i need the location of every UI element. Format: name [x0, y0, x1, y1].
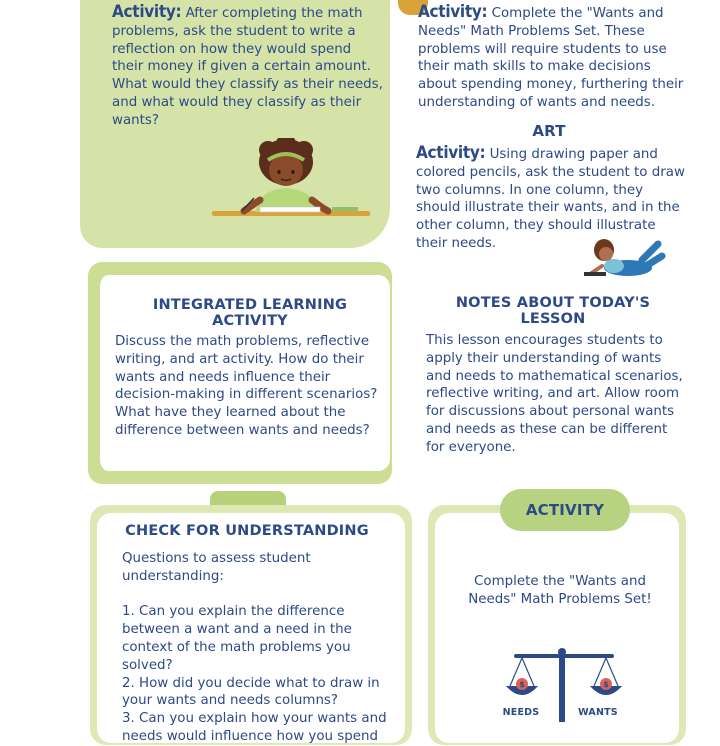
math-problems-activity [418, 4, 688, 112]
scale-wants-label: WANTS [578, 707, 618, 718]
scale-symbol-right: $ [603, 680, 609, 689]
activity-pill [500, 489, 630, 531]
check-question-2: 2. How did you decide what to draw in your wants and needs columns? [122, 675, 380, 709]
check-heading: CHECK FOR UNDERSTANDING [125, 523, 369, 539]
reflection-activity-text: After completing the math problems, ask the student to write a reflection on how they would spend their money if given a certain amount. What would they classify as their needs, and what would they classify as their wants? [112, 6, 383, 128]
activity-lead: Activity: [112, 2, 182, 22]
activity-pill-label: ACTIVITY [525, 501, 605, 519]
check-question-1: 1. Can you explain the difference between a want and a need in the context of the math problems you solved? [122, 604, 352, 673]
notes-text: This lesson encourages students to apply their understanding of wants and needs to mathematical scenarios, reflective writing, and art. Allow room for discussions about personal wants and needs as these can be different for everyone. [426, 333, 683, 455]
check-intro: Questions to assess student understanding: [122, 551, 311, 584]
check-question-3: 3. Can you explain how your wants and needs would influence how you spend [122, 711, 387, 744]
activity-card-text: Complete the "Wants and Needs" Math Problems Set! [468, 574, 652, 607]
girl-drawing-illustration [582, 236, 666, 282]
integrated-heading: INTEGRATED LEARNING ACTIVITY [152, 297, 348, 329]
integrated-text: Discuss the math problems, reflective writing, and art activity. How do their wants and needs influence their decision-making in different scenarios? What have they learned about the difference between wants and needs? [115, 334, 378, 438]
scale-symbol-left: $ [519, 680, 525, 689]
activity-lead: Activity: [416, 143, 486, 163]
math-problems-activity-text: Complete the "Wants and Needs" Math Problems Set. These problems will require students to use their math skills to make decisions about spending money, furthering their understanding of wants and needs. [418, 6, 684, 110]
reflection-activity [112, 4, 384, 130]
art-heading: ART [532, 122, 566, 140]
notes-heading: NOTES ABOUT TODAY'S LESSON [455, 295, 651, 327]
art-activity-text: Using drawing paper and colored pencils, ask the student to draw two columns. In one column, they should illustrate their wants, and in the other column, they should illustrate their needs. [416, 147, 685, 251]
check-questions [122, 550, 402, 746]
scale-needs-label: NEEDS [502, 707, 540, 718]
girl-writing-illustration [208, 138, 374, 222]
activity-lead: Activity: [418, 2, 488, 22]
